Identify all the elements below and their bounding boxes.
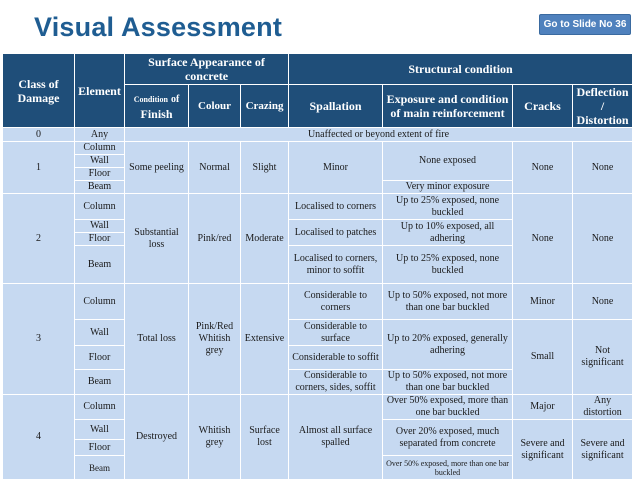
class-2-deflection: None (573, 194, 633, 284)
class-4-element-beam: Beam (75, 456, 125, 480)
class-4-element-wall: Wall (75, 420, 125, 440)
class-4-value: 4 (3, 395, 75, 480)
class-4-spallation: Almost all surface spalled (289, 395, 383, 480)
class-3-exp-beam: Up to 50% exposed, not more than one bar buckled (383, 370, 513, 395)
class-3-spall-column: Considerable to corners (289, 284, 383, 320)
class-4-cracks-column: Major (513, 395, 573, 420)
assessment-table (2, 53, 633, 480)
header-structural-condition: Structural condition (289, 54, 633, 85)
class-2-cracks: None (513, 194, 573, 284)
class-3-defl-column: None (573, 284, 633, 320)
header-finish-label: Finish (140, 107, 173, 121)
header-spallation: Spallation (289, 85, 383, 128)
class-3-crazing: Extensive (241, 284, 289, 395)
class-1-element-wall: Wall (75, 155, 125, 168)
class-2-colour: Pink/red (189, 194, 241, 284)
class-1-cracks: None (513, 142, 573, 194)
header-surface-appearance: Surface Appearance of concrete (125, 54, 289, 85)
class-4-exp-beam: Over 50% exposed, more than one bar buckled (383, 456, 513, 480)
class-3-element-floor: Floor (75, 346, 125, 370)
header-condition-label: Condition (133, 95, 168, 104)
class-4-crazing: Surface lost (241, 395, 289, 480)
class-3-finish: Total loss (125, 284, 189, 395)
header-colour: Colour (189, 85, 241, 128)
class-4-defl-rest: Severe and significant (573, 420, 633, 480)
class-2-exp-beam: Up to 25% exposed, none buckled (383, 246, 513, 284)
class-4-colour: Whitish grey (189, 395, 241, 480)
class-3-exp-wallfloor: Up to 20% exposed, generally adhering (383, 320, 513, 370)
go-to-slide-button[interactable]: Go to Slide No 36 (539, 14, 631, 35)
class-3-cracks-rest: Small (513, 320, 573, 395)
header-exposure: Exposure and condition of main reinforcement (383, 85, 513, 128)
class-3-spall-floor: Considerable to soffit (289, 346, 383, 370)
class-3-element-column: Column (75, 284, 125, 320)
class-2-exp-wallfloor: Up to 10% exposed, all adhering (383, 220, 513, 246)
class-2-element-floor: Floor (75, 233, 125, 246)
class-3-element-wall: Wall (75, 320, 125, 346)
class-1-value: 1 (3, 142, 75, 194)
class-3-cracks-column: Minor (513, 284, 573, 320)
class-4-finish: Destroyed (125, 395, 189, 480)
class-4-defl-column: Any distortion (573, 395, 633, 420)
class-1-element-floor: Floor (75, 168, 125, 181)
class-1-crazing: Slight (241, 142, 289, 194)
class-2-finish: Substantial loss (125, 194, 189, 284)
class-4-element-column: Column (75, 395, 125, 420)
class-0-element: Any (75, 128, 125, 142)
class-3-defl-rest: Not significant (573, 320, 633, 395)
class-3-value: 3 (3, 284, 75, 395)
header-crazing: Crazing (241, 85, 289, 128)
class-3-element-beam: Beam (75, 370, 125, 395)
class-4-exp-column: Over 50% exposed, more than one bar buckled (383, 395, 513, 420)
class-3-exp-column: Up to 50% exposed, not more than one bar buckled (383, 284, 513, 320)
class-2-spall-column: Localised to corners (289, 194, 383, 220)
header-class-of-damage: Class of Damage (3, 54, 75, 128)
header-condition-of: of (170, 94, 180, 105)
class-1-finish: Some peeling (125, 142, 189, 194)
class-2-element-column: Column (75, 194, 125, 220)
class-2-element-wall: Wall (75, 220, 125, 233)
header-element: Element (75, 54, 125, 128)
class-4-element-floor: Floor (75, 440, 125, 456)
class-0-note: Unaffected or beyond extent of fire (125, 128, 633, 142)
class-2-crazing: Moderate (241, 194, 289, 284)
class-3-spall-wall: Considerable to surface (289, 320, 383, 346)
class-4-exp-wallfloor: Over 20% exposed, much separated from concrete (383, 420, 513, 456)
class-3-spall-beam: Considerable to corners, sides, soffit (289, 370, 383, 395)
class-1-exposure-a: None exposed (383, 142, 513, 181)
class-1-spallation: Minor (289, 142, 383, 194)
class-1-deflection: None (573, 142, 633, 194)
class-0-value: 0 (3, 128, 75, 142)
header-deflection: Deflection / Distortion (573, 85, 633, 128)
class-2-exp-column: Up to 25% exposed, none buckled (383, 194, 513, 220)
class-2-element-beam: Beam (75, 246, 125, 284)
class-1-exposure-b: Very minor exposure (383, 181, 513, 194)
class-2-spall-beam: Localised to corners, minor to soffit (289, 246, 383, 284)
class-2-value: 2 (3, 194, 75, 284)
class-1-colour: Normal (189, 142, 241, 194)
page-title: Visual Assessment (34, 12, 283, 42)
header-cracks: Cracks (513, 85, 573, 128)
class-4-cracks-rest: Severe and significant (513, 420, 573, 480)
header-condition-finish (125, 85, 189, 128)
class-1-element-column: Column (75, 142, 125, 155)
class-1-element-beam: Beam (75, 181, 125, 194)
class-3-colour: Pink/Red Whitish grey (189, 284, 241, 395)
class-2-spall-wallfloor: Localised to patches (289, 220, 383, 246)
